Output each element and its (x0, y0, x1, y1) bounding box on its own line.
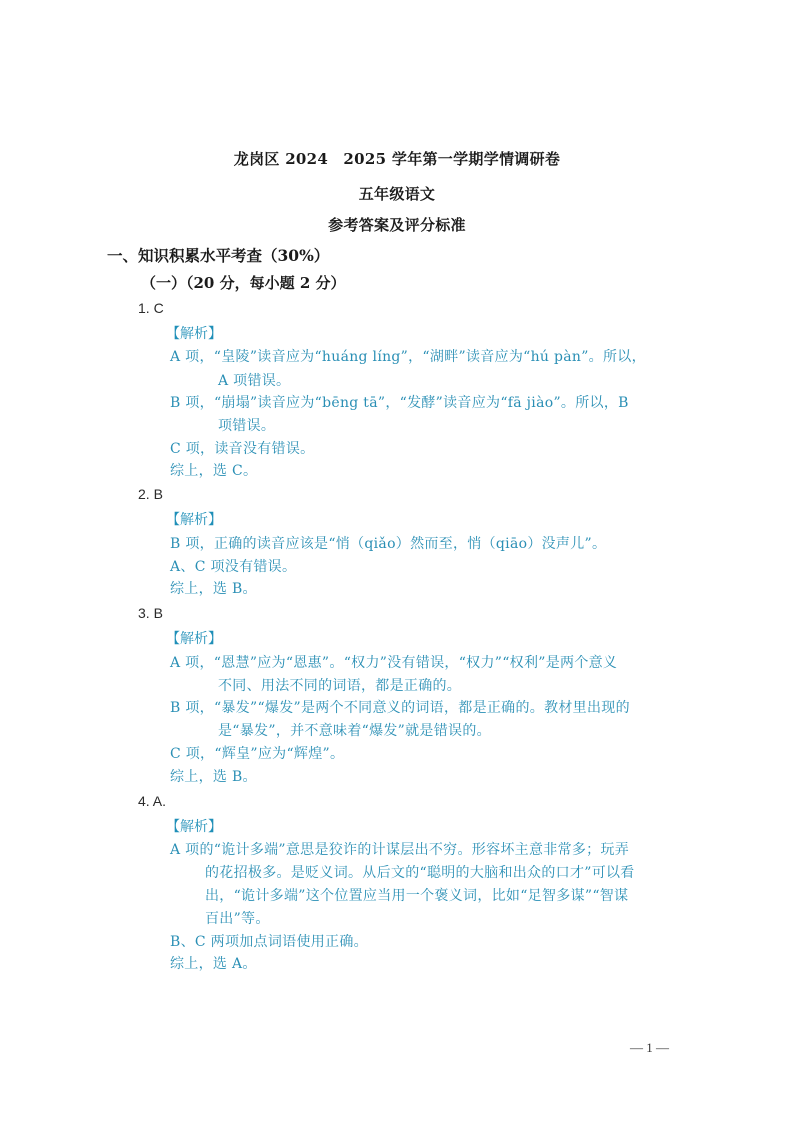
subsection-heading: （一）（20 分，每小题 2 分） (141, 274, 346, 292)
analysis-tag: 【解析】 (166, 512, 222, 528)
analysis-line: 项错误。 (218, 418, 276, 434)
analysis-line: 出，“诡计多端”这个位置应当用一个褒义词，比如“足智多谋”“智谋 (205, 888, 629, 904)
question-number: 4. A. (138, 793, 167, 809)
document-title: 龙岗区 2024 2025 学年第一学期学情调研卷 (233, 150, 561, 168)
analysis-line: B 项，“暴发”“爆发”是两个不同意义的词语，都是正确的。教材里出现的 (170, 700, 630, 716)
document-subtitle: 参考答案及评分标准 (328, 216, 466, 234)
analysis-line: 综上，选 C。 (170, 463, 258, 479)
analysis-line: 百出”等。 (205, 911, 270, 927)
analysis-line: 的花招极多。是贬义词。从后文的“聪明的大脑和出众的口才”可以看 (205, 865, 635, 881)
analysis-line: 不同、用法不同的词语，都是正确的。 (218, 678, 462, 694)
page-number: — 1 — (630, 1040, 669, 1055)
analysis-line: 综上，选 A。 (170, 956, 257, 972)
analysis-line: A 项，“恩慧”应为“恩惠”。“权力”没有错误，“权力”“权利”是两个意义 (170, 655, 618, 671)
section-heading: 一、知识积累水平考查（30%） (107, 246, 330, 265)
analysis-line: 综上，选 B。 (170, 769, 257, 785)
analysis-line: B 项，正确的读音应该是“悄（qiǎo）然而至，悄（qiāo）没声儿”。 (170, 536, 607, 552)
analysis-tag: 【解析】 (166, 631, 222, 647)
question-number: 1. C (138, 300, 164, 316)
analysis-tag: 【解析】 (166, 819, 222, 835)
analysis-line: B 项，“崩塌”读音应为“bēng tā”，“发酵”读音应为“fā jiào”。所以，B (170, 395, 629, 411)
analysis-line: A 项的“诡计多端”意思是狡诈的计谋层出不穷。形容坏主意非常多；玩弄 (170, 842, 630, 858)
question-number: 2. B (138, 486, 163, 502)
analysis-line: C 项，读音没有错误。 (170, 441, 315, 457)
analysis-line: 综上，选 B。 (170, 581, 257, 597)
analysis-tag: 【解析】 (166, 326, 222, 342)
analysis-line: A 项错误。 (218, 373, 291, 389)
analysis-line: A、C 项没有错误。 (170, 559, 297, 575)
analysis-line: B、C 两项加点词语使用正确。 (170, 934, 368, 950)
analysis-line: A 项，“皇陵”读音应为“huáng líng”，“湖畔”读音应为“hú pàn”。所以， (170, 349, 646, 365)
analysis-line: 是“暴发”，并不意味着“爆发”就是错误的。 (218, 723, 491, 739)
document-subject: 五年级语文 (358, 185, 436, 203)
question-number: 3. B (138, 605, 163, 621)
analysis-line: C 项，“辉皇”应为“辉煌”。 (170, 746, 345, 762)
